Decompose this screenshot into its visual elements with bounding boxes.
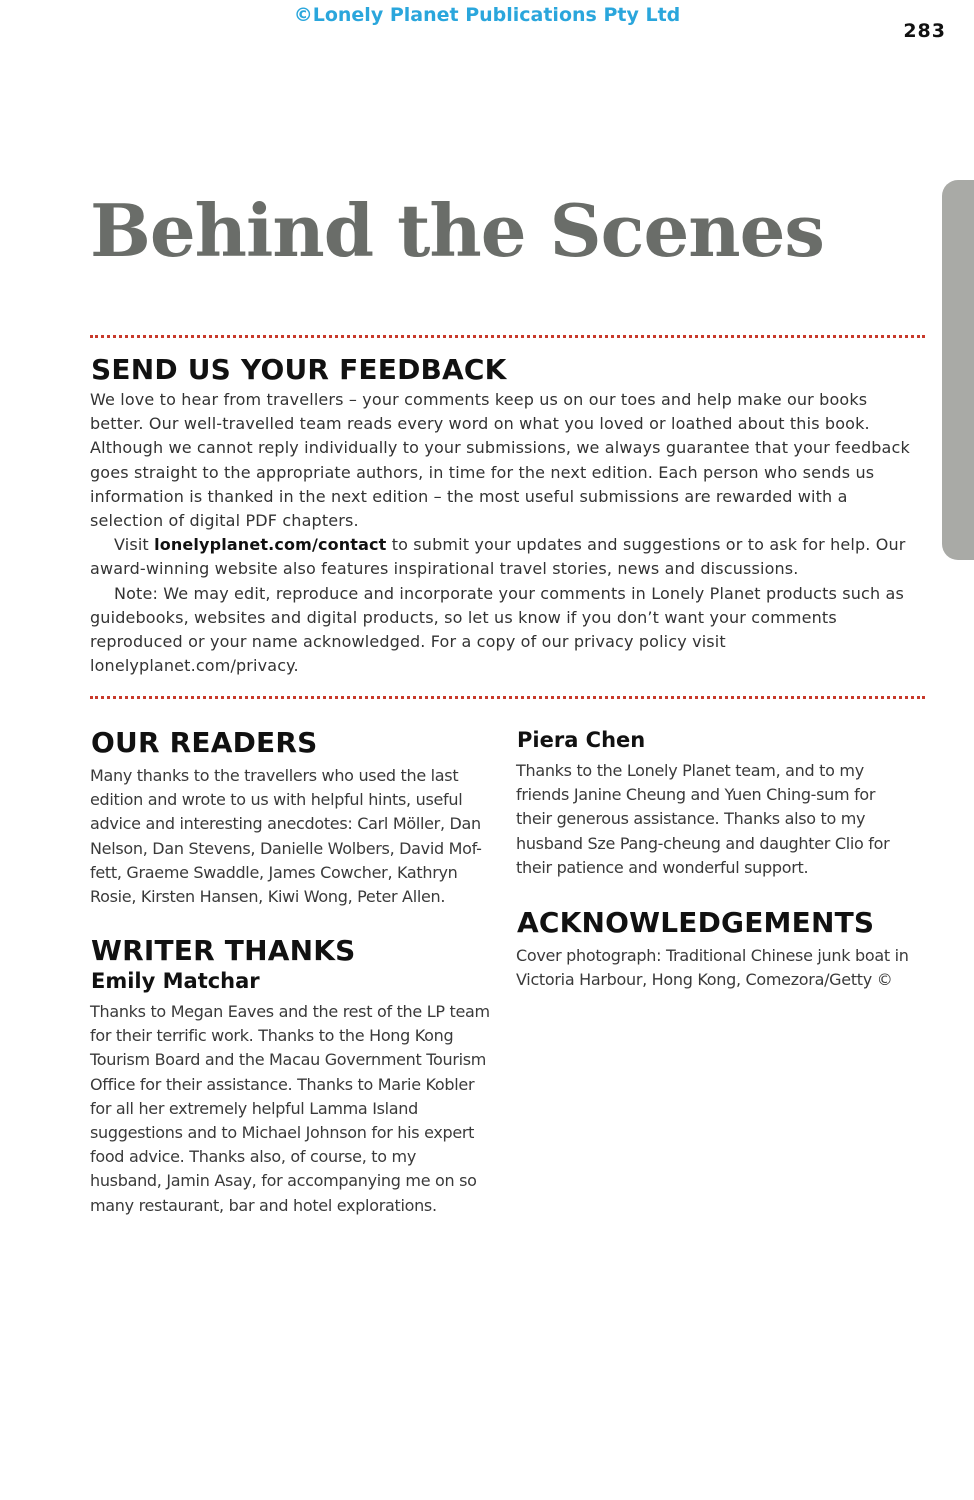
acknowledgements-heading: ACKNOWLEDGEMENTS <box>517 906 875 939</box>
readers-heading: OUR READERS <box>91 726 318 759</box>
page-title: Behind the Scenes <box>90 188 824 273</box>
feedback-visit-paragraph <box>90 533 926 581</box>
visit-prefix: Visit <box>114 535 155 555</box>
chapter-side-tab <box>942 180 974 560</box>
dotted-divider-top <box>90 335 925 338</box>
acknowledgements-text: Cover photograph: Traditional Chinese junk boat in Victoria Harbour, Hong Kong, Comezora/Getty © <box>516 946 909 990</box>
author-thanks-emily: Thanks to Megan Eaves and the rest of the LP team for their terrific work. Thanks to the Hong Kong Tourism Board and the Macau Government Tourism Office for their assistance. Thanks to Marie Kobler for all her extremely helpful Lamma Island suggestions and to Michael Johnson for his expert food advice. Thanks also, of course, to my husband, Jamin Asay, for accompanying me on so many restaurant, bar and hotel explorations. <box>90 1002 490 1215</box>
feedback-note-paragraph: Note: We may edit, reproduce and incorporate your comments in Lonely Planet products such as guidebooks, websites and digital products, so let us know if you don’t want your comments reproduced or your name acknowledged. For a copy of our privacy policy visit lonelyplanet.com/privacy. <box>90 583 904 676</box>
author-name-piera: Piera Chen <box>517 728 646 752</box>
writer-thanks-heading: WRITER THANKS <box>91 934 356 967</box>
feedback-heading: SEND US YOUR FEEDBACK <box>91 353 507 386</box>
visit-suffix: to submit your updates and suggestions or to ask for help. Our award-winning website also features inspirational travel stories, news and discussions. <box>90 535 906 579</box>
contact-link[interactable]: lonelyplanet.com/contact <box>154 535 387 555</box>
page-number: 283 <box>903 20 946 42</box>
author-thanks-piera: Thanks to the Lonely Planet team, and to my friends Janine Cheung and Yuen Ching-sum for their generous assistance. Thanks also to my husband Sze Pang-cheung and daughter Clio for their patience and wonderful support. <box>516 761 890 877</box>
feedback-section <box>90 388 926 678</box>
readers-text: Many thanks to the travellers who used the last edition and wrote to us with helpful hints, useful advice and interesting anecdotes: Carl Möller, Dan Nelson, Dan Stevens, Danielle Wolbers, David Mof-fett, Graeme Swaddle, James Cowcher, Kathryn Rosie, Kirsten Hansen, Kiwi Wong, Peter Allen. <box>90 766 482 907</box>
feedback-paragraph: We love to hear from travellers – your comments keep us on our toes and help make our books better. Our well-travelled team reads every word on what you loved or loathed about this book. Although we cannot reply individually to your submissions, we always guarantee that your feedback goes straight to the appropriate authors, in time for the next edition. Each person who sends us information is thanked in the next edition – the most useful submissions are rewarded with a selection of digital PDF chapters. <box>90 390 910 531</box>
author-name-emily: Emily Matchar <box>91 969 260 993</box>
dotted-divider-middle <box>90 696 925 699</box>
copyright-notice: ©Lonely Planet Publications Pty Ltd <box>293 4 681 26</box>
